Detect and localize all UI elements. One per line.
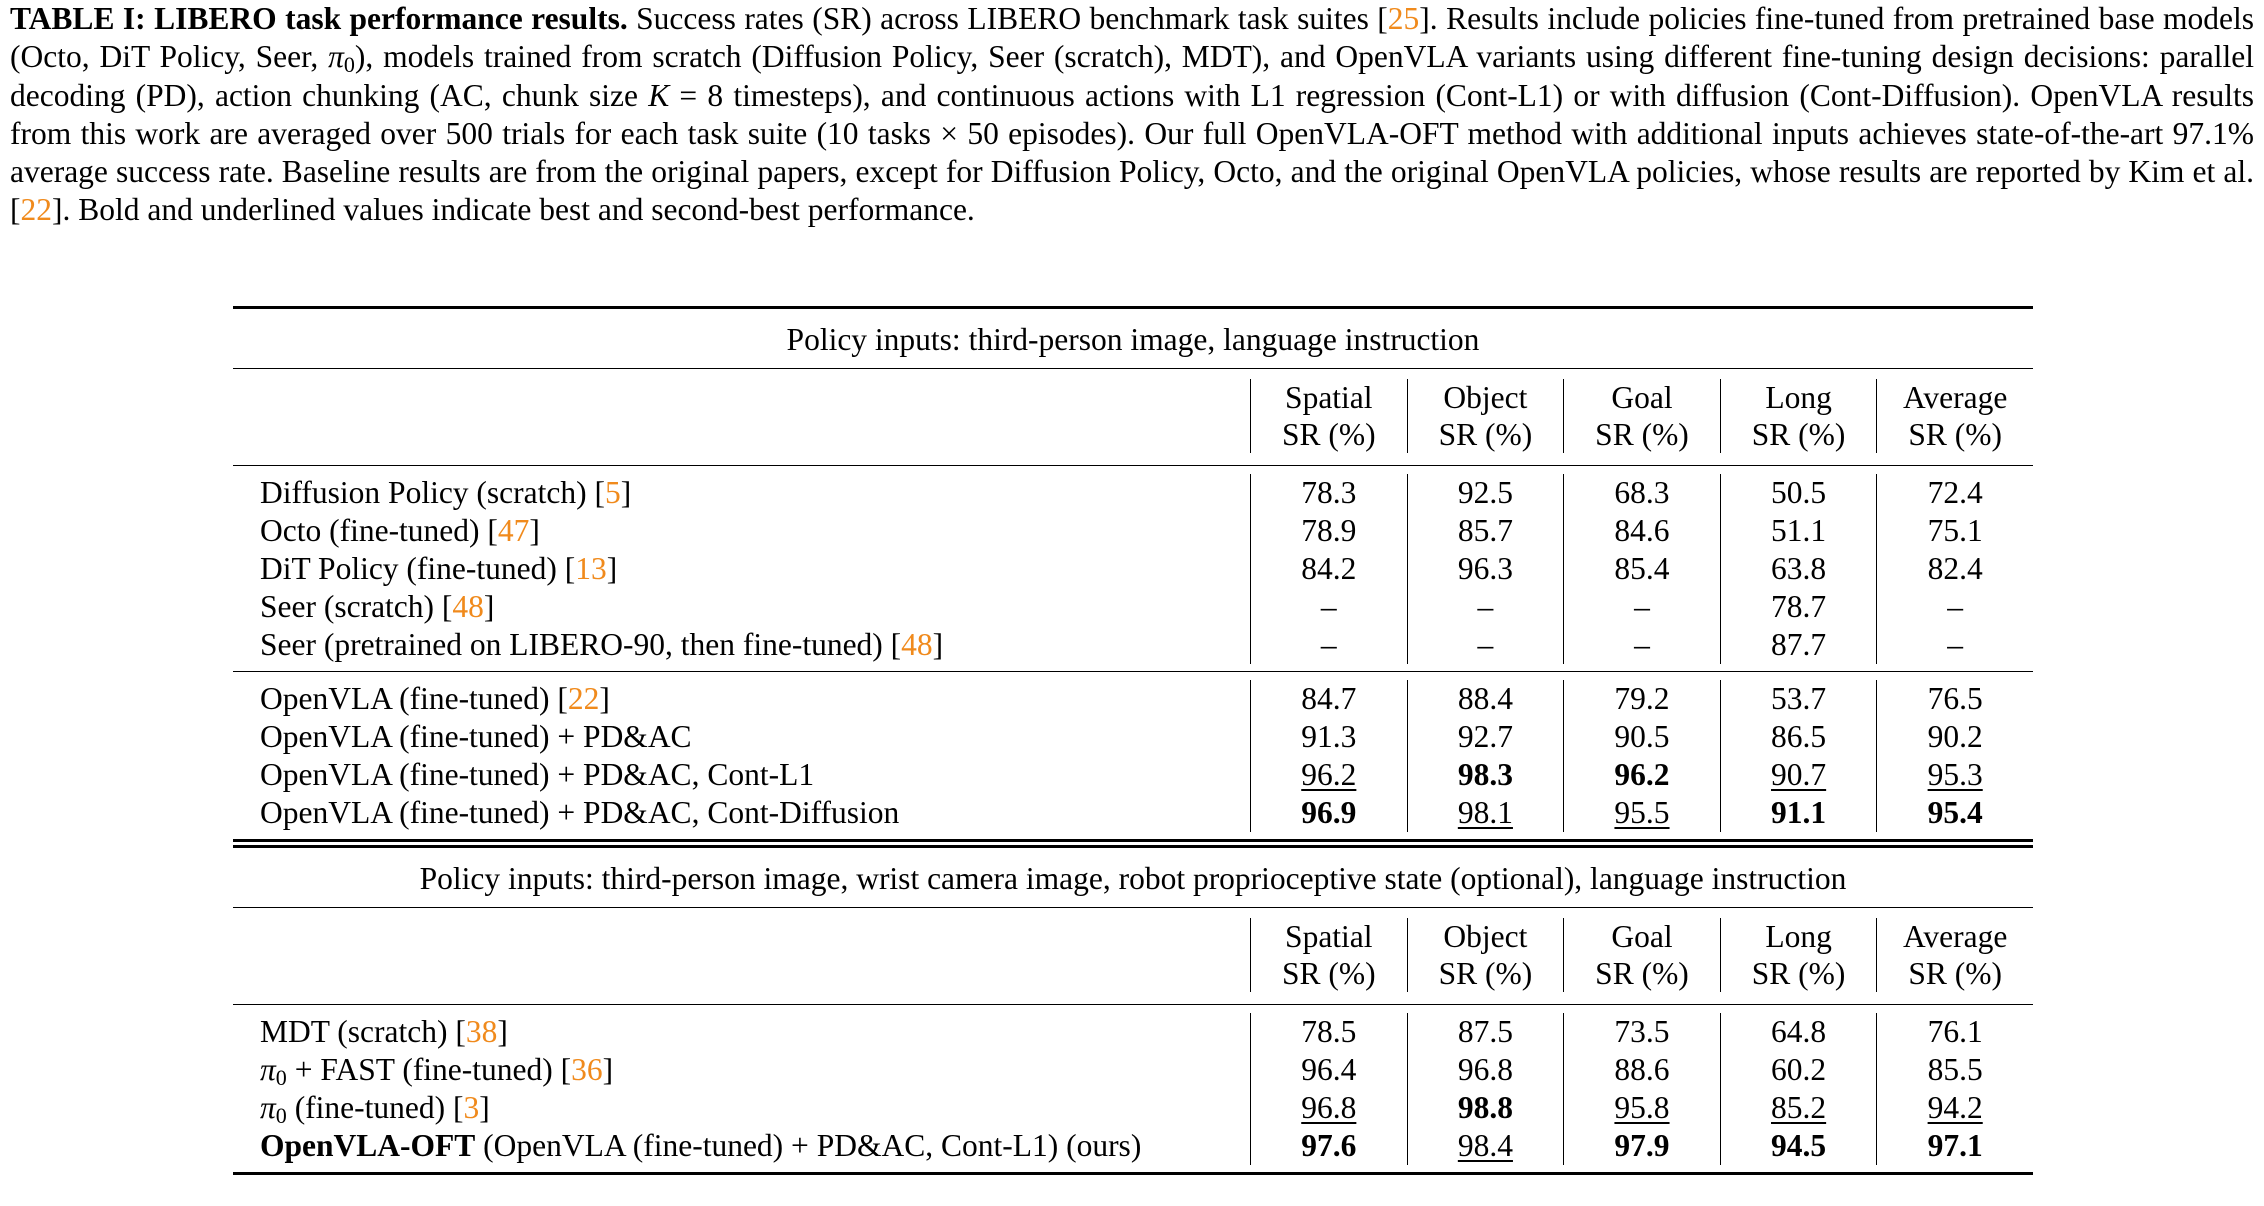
- method-name: [233, 756, 1250, 794]
- table-cell: [1563, 474, 1720, 512]
- table-row: [233, 1013, 2033, 1051]
- column-header-unit: SR (%): [1438, 956, 1533, 991]
- cell-value: 98.3: [1457, 757, 1513, 792]
- method-name-text: Diffusion Policy (scratch) [: [260, 475, 605, 510]
- table-cell: [1720, 680, 1877, 718]
- table-cell: [1407, 756, 1564, 794]
- table-cell: [1407, 680, 1564, 718]
- cell-value: 51.1: [1771, 513, 1827, 548]
- citation-link[interactable]: 25: [1387, 1, 1420, 36]
- method-name-text: + FAST (fine-tuned) [: [286, 1052, 572, 1087]
- table-cell: [1720, 756, 1877, 794]
- table-cell: [1250, 680, 1407, 718]
- column-header-title: Average: [1903, 380, 2008, 415]
- cell-value: 78.3: [1301, 475, 1357, 510]
- table-cell: [1563, 588, 1720, 626]
- method-name-text: OpenVLA (fine-tuned) + PD&AC, Cont-Diffusion: [260, 795, 900, 830]
- math-symbol: K: [648, 77, 670, 113]
- column-header-title: Long: [1765, 380, 1832, 415]
- cell-value: 96.9: [1301, 795, 1357, 830]
- table-bottom-rule: [233, 1172, 2033, 1175]
- column-header-title: Goal: [1611, 919, 1673, 954]
- method-name: [233, 680, 1250, 718]
- method-name-text: ]: [479, 1090, 490, 1125]
- method-name-text: ]: [606, 551, 618, 586]
- table-cell: [1250, 1013, 1407, 1051]
- cell-value: 97.9: [1614, 1128, 1670, 1163]
- method-name-text: MDT (scratch) [: [260, 1014, 466, 1049]
- caption-text: ]. Results include policies fine-tuned from pretrained base models (Octo, DiT Policy, Seer,: [10, 1, 2254, 75]
- table-cell: [1250, 512, 1407, 550]
- method-name: [233, 512, 1250, 550]
- table-cell: [1720, 550, 1877, 588]
- method-name: [233, 1089, 1250, 1127]
- cell-value: 98.8: [1457, 1090, 1513, 1125]
- table-row: [233, 588, 2033, 626]
- table-cell: [1407, 1127, 1564, 1165]
- table-cell: [1876, 1051, 2033, 1089]
- table-double-rule: [233, 839, 2033, 848]
- column-header: [1250, 918, 1407, 992]
- method-name-text: OpenVLA (fine-tuned) [: [260, 681, 568, 716]
- cell-value: 87.5: [1457, 1014, 1513, 1049]
- math-symbol: π: [328, 39, 344, 75]
- method-name-text: (OpenVLA (fine-tuned) + PD&AC, Cont-L1) (ours): [475, 1128, 1142, 1163]
- cell-value: 96.2: [1301, 757, 1357, 792]
- column-header-unit: SR (%): [1908, 417, 2002, 452]
- table-cell: [1876, 474, 2033, 512]
- citation-link[interactable]: 48: [901, 627, 933, 662]
- table-cell: [1563, 512, 1720, 550]
- table-row: [233, 512, 2033, 550]
- citation-link[interactable]: 48: [452, 589, 484, 624]
- table-cell: [1563, 1051, 1720, 1089]
- cell-value: 97.6: [1301, 1128, 1357, 1163]
- cell-value: 63.8: [1771, 551, 1827, 586]
- cell-value: 87.7: [1771, 627, 1827, 662]
- cell-value: 50.5: [1771, 475, 1827, 510]
- table-cell: [1250, 1051, 1407, 1089]
- method-name-text: OpenVLA (fine-tuned) + PD&AC: [260, 719, 692, 754]
- caption-text: = 8 timesteps), and continuous actions with L1 regression (Cont-L1) or with diffusion (Cont-Diffusion). OpenVLA results from this work are averaged over 500 trials for each task suite (10 tasks × 50 episodes). Our full OpenVLA-OFT method with additional inputs achieves state-of-the-art 97.1% average success rate. Baseline results are from the original papers, except for Diffusion Policy, Octo, and the original OpenVLA policies, whose results are reported by Kim et al. [: [10, 77, 2254, 228]
- cell-value: 85.7: [1457, 513, 1513, 548]
- table-row: [233, 550, 2033, 588]
- cell-value: 97.1: [1927, 1128, 1983, 1163]
- cell-value: 78.7: [1771, 589, 1827, 624]
- column-header: [1407, 918, 1564, 992]
- cell-value: 86.5: [1771, 719, 1827, 754]
- method-name-text: ]: [932, 627, 944, 662]
- method-name-text: ]: [599, 681, 610, 716]
- cell-value: –: [1947, 589, 1964, 624]
- cell-value: –: [1477, 589, 1494, 624]
- table-cell: [1407, 626, 1564, 664]
- table-cell: [1876, 680, 2033, 718]
- math-subscript: 0: [275, 1103, 287, 1128]
- cell-value: 85.5: [1927, 1052, 1983, 1087]
- column-header-title: Long: [1765, 919, 1832, 954]
- table-cell: [1250, 588, 1407, 626]
- caption-text: ]. Bold and underlined values indicate best and second-best performance.: [52, 192, 975, 228]
- cell-value: 68.3: [1614, 475, 1670, 510]
- table-cell: [1250, 626, 1407, 664]
- table-cell: [1876, 794, 2033, 832]
- cell-value: 92.5: [1457, 475, 1513, 510]
- cell-value: –: [1634, 627, 1650, 662]
- column-header: [1407, 379, 1564, 453]
- method-name: [233, 588, 1250, 626]
- table-cell: [1720, 718, 1877, 756]
- table-cell: [1250, 474, 1407, 512]
- method-name: [233, 1127, 1250, 1165]
- cell-value: 96.8: [1301, 1090, 1357, 1125]
- table-caption: [10, 0, 2254, 230]
- method-name: [233, 626, 1250, 664]
- column-header-title: Goal: [1611, 380, 1673, 415]
- row-group: [233, 466, 2033, 671]
- table-cell: [1563, 794, 1720, 832]
- cell-value: 75.1: [1927, 513, 1983, 548]
- cell-value: 96.8: [1457, 1052, 1513, 1087]
- cell-value: 98.1: [1457, 795, 1513, 830]
- row-group: [233, 1005, 2033, 1172]
- table-cell: [1876, 626, 2033, 664]
- table-cell: [1720, 474, 1877, 512]
- cell-value: 90.2: [1927, 719, 1983, 754]
- cell-value: 96.3: [1457, 551, 1513, 586]
- citation-link[interactable]: 3: [463, 1090, 480, 1125]
- section-2-header: Policy inputs: third-person image, wrist camera image, robot proprioceptive state (optional), language instruction: [419, 861, 1847, 896]
- math-subscript: 0: [343, 52, 355, 78]
- table-cell: [1407, 1051, 1564, 1089]
- table-cell: [1720, 588, 1877, 626]
- column-header-unit: SR (%): [1751, 417, 1846, 452]
- column-header-unit: SR (%): [1281, 956, 1376, 991]
- table-cell: [1407, 794, 1564, 832]
- cell-value: 53.7: [1771, 681, 1827, 716]
- method-name: [233, 718, 1250, 756]
- method-name-text: DiT Policy (fine-tuned) [: [260, 551, 576, 586]
- table-row: [233, 718, 2033, 756]
- method-name-bold: OpenVLA-OFT: [260, 1128, 476, 1163]
- cell-value: 96.4: [1301, 1052, 1357, 1087]
- table-cell: [1563, 550, 1720, 588]
- column-header-title: Spatial: [1285, 919, 1373, 954]
- table-cell: [1407, 550, 1564, 588]
- cell-value: 92.7: [1457, 719, 1513, 754]
- method-name-text: Octo (fine-tuned) [: [260, 513, 498, 548]
- table-row: [233, 474, 2033, 512]
- cell-value: 85.4: [1614, 551, 1670, 586]
- method-name-text: ]: [602, 1052, 614, 1087]
- table-row: [233, 1089, 2033, 1127]
- column-header-unit: SR (%): [1595, 417, 1689, 452]
- method-name-text: ]: [483, 589, 495, 624]
- cell-value: 95.5: [1614, 795, 1670, 830]
- caption-text: ), models trained from scratch (Diffusion Policy, Seer (scratch), MDT), and OpenVLA variants using different fine-tuning design decisions: parallel decoding (PD), action chunking (AC, chunk size: [10, 39, 2255, 113]
- math-symbol: π: [260, 1052, 276, 1087]
- method-name-text: (fine-tuned) [: [286, 1090, 464, 1125]
- table-cell: [1250, 1127, 1407, 1165]
- method-name: [233, 550, 1250, 588]
- table-row: [233, 626, 2033, 664]
- cell-value: 82.4: [1927, 551, 1983, 586]
- caption-label: TABLE I: LIBERO task performance results.: [10, 1, 628, 36]
- math-symbol: π: [260, 1090, 276, 1125]
- table-cell: [1876, 718, 2033, 756]
- column-header: [1563, 379, 1720, 453]
- cell-value: 85.2: [1771, 1090, 1827, 1125]
- citation-link[interactable]: 22: [567, 681, 600, 716]
- column-header-unit: SR (%): [1751, 956, 1846, 991]
- table-cell: [1407, 1089, 1564, 1127]
- table-cell: [1563, 756, 1720, 794]
- cell-value: 76.1: [1927, 1014, 1983, 1049]
- method-name-text: OpenVLA (fine-tuned) + PD&AC, Cont-L1: [260, 757, 815, 792]
- caption-text: Success rates (SR) across LIBERO benchmark task suites [: [627, 1, 1388, 36]
- column-header-title: Object: [1443, 380, 1528, 415]
- results-table: [233, 306, 2033, 1175]
- cell-value: 90.5: [1614, 719, 1670, 754]
- table-cell: [1407, 512, 1564, 550]
- cell-value: 60.2: [1771, 1052, 1827, 1087]
- cell-value: 78.5: [1301, 1014, 1357, 1049]
- table-cell: [1720, 512, 1877, 550]
- table-row: [233, 1051, 2033, 1089]
- table-cell: [1876, 1127, 2033, 1165]
- cell-value: 94.2: [1927, 1090, 1983, 1125]
- cell-value: 72.4: [1927, 475, 1983, 510]
- table-cell: [1250, 756, 1407, 794]
- citation-link[interactable]: 47: [497, 513, 530, 548]
- method-name: [233, 794, 1250, 832]
- column-header-title: Object: [1443, 919, 1528, 954]
- table-cell: [1407, 588, 1564, 626]
- table-cell: [1250, 1089, 1407, 1127]
- cell-value: 98.4: [1457, 1128, 1513, 1163]
- cell-value: 94.5: [1771, 1128, 1827, 1163]
- cell-value: 76.5: [1927, 681, 1983, 716]
- cell-value: 90.7: [1771, 757, 1827, 792]
- cell-value: 79.2: [1614, 681, 1670, 716]
- citation-link[interactable]: 36: [571, 1052, 603, 1087]
- table-cell: [1720, 1013, 1877, 1051]
- citation-link[interactable]: 38: [465, 1014, 498, 1049]
- table-cell: [1407, 718, 1564, 756]
- column-header-unit: SR (%): [1595, 956, 1689, 991]
- table-cell: [1250, 718, 1407, 756]
- column-header: [1720, 918, 1877, 992]
- cell-value: –: [1320, 589, 1337, 624]
- table-cell: [1563, 1089, 1720, 1127]
- column-header-row: [233, 369, 2033, 465]
- table-cell: [1720, 626, 1877, 664]
- table-cell: [1720, 1051, 1877, 1089]
- cell-value: 88.6: [1614, 1052, 1670, 1087]
- column-header: [1876, 379, 2033, 453]
- table-cell: [1563, 626, 1720, 664]
- column-header-unit: SR (%): [1281, 417, 1376, 452]
- table-cell: [1876, 588, 2033, 626]
- table-cell: [1563, 718, 1720, 756]
- method-name: [233, 1051, 1250, 1089]
- table-cell: [1876, 756, 2033, 794]
- citation-link[interactable]: 22: [20, 192, 52, 228]
- section-1-header: Policy inputs: third-person image, language instruction: [786, 322, 1480, 357]
- table-cell: [1563, 1127, 1720, 1165]
- cell-value: 78.9: [1301, 513, 1357, 548]
- table-cell: [1876, 550, 2033, 588]
- cell-value: 95.8: [1614, 1090, 1670, 1125]
- column-header: [1563, 918, 1720, 992]
- column-header: [1250, 379, 1407, 453]
- cell-value: –: [1947, 627, 1964, 662]
- table-row: [233, 756, 2033, 794]
- method-name-text: Seer (scratch) [: [260, 589, 453, 624]
- column-header-unit: SR (%): [1908, 956, 2002, 991]
- method-name: [233, 474, 1250, 512]
- cell-value: 73.5: [1614, 1014, 1670, 1049]
- table-cell: [1876, 1013, 2033, 1051]
- table-cell: [1720, 1089, 1877, 1127]
- table-cell: [1407, 474, 1564, 512]
- row-label-header: [233, 918, 1250, 992]
- cell-value: 64.8: [1771, 1014, 1827, 1049]
- cell-value: 91.3: [1301, 719, 1357, 754]
- table-cell: [1563, 680, 1720, 718]
- cell-value: –: [1320, 627, 1337, 662]
- method-name-text: ]: [497, 1014, 508, 1049]
- cell-value: 91.1: [1771, 795, 1827, 830]
- table-cell: [1407, 1013, 1564, 1051]
- cell-value: –: [1477, 627, 1494, 662]
- row-label-header: [233, 379, 1250, 453]
- column-header-row: [233, 908, 2033, 1004]
- column-header: [1720, 379, 1877, 453]
- method-name-text: ]: [529, 513, 540, 548]
- cell-value: 88.4: [1457, 681, 1513, 716]
- table-cell: [1250, 794, 1407, 832]
- method-name-text: ]: [620, 475, 632, 510]
- table-row: [233, 794, 2033, 832]
- column-header-title: Average: [1903, 919, 2008, 954]
- table-cell: [1876, 1089, 2033, 1127]
- column-header: [1876, 918, 2033, 992]
- table-row: [233, 1127, 2033, 1165]
- citation-link[interactable]: 5: [604, 475, 621, 510]
- column-header-unit: SR (%): [1438, 417, 1533, 452]
- cell-value: 84.2: [1301, 551, 1357, 586]
- cell-value: 95.3: [1927, 757, 1983, 792]
- cell-value: 84.7: [1301, 681, 1357, 716]
- citation-link[interactable]: 13: [575, 551, 607, 586]
- table-cell: [1720, 794, 1877, 832]
- table-cell: [1563, 1013, 1720, 1051]
- cell-value: 95.4: [1927, 795, 1983, 830]
- cell-value: 96.2: [1614, 757, 1670, 792]
- table-cell: [1250, 550, 1407, 588]
- math-subscript: 0: [275, 1065, 287, 1090]
- cell-value: –: [1634, 589, 1650, 624]
- row-group: [233, 672, 2033, 839]
- table-row: [233, 680, 2033, 718]
- method-name: [233, 1013, 1250, 1051]
- cell-value: 84.6: [1614, 513, 1670, 548]
- method-name-text: Seer (pretrained on LIBERO-90, then fine-tuned) [: [260, 627, 902, 662]
- column-header-title: Spatial: [1285, 380, 1373, 415]
- table-cell: [1720, 1127, 1877, 1165]
- table-cell: [1876, 512, 2033, 550]
